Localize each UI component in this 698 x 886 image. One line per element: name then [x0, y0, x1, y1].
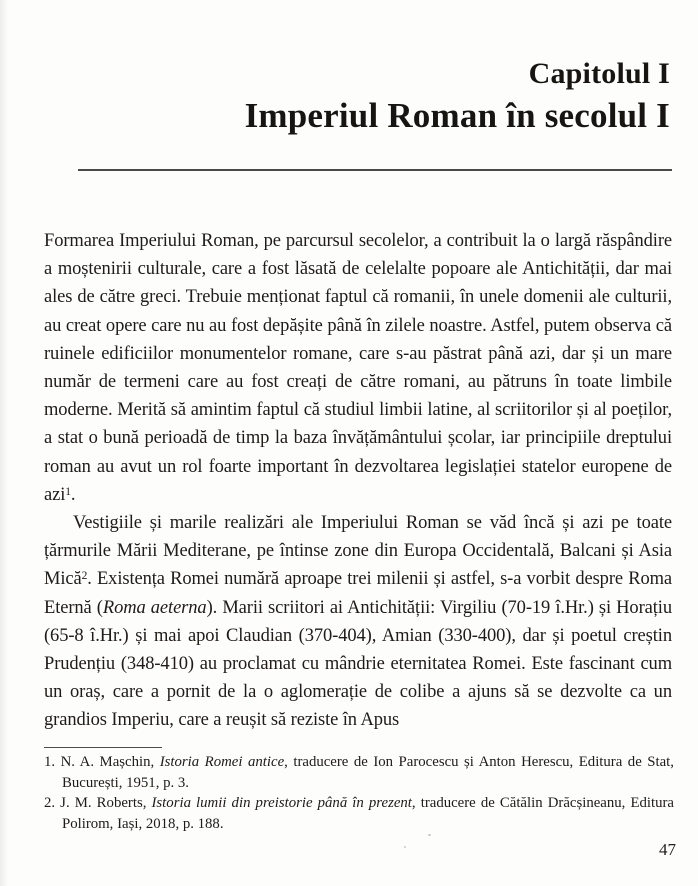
- footnote-list: [44, 752, 674, 834]
- footnote-item: 2. J. M. Roberts, Istoria lumii din preistorie până în prezent, traducere de Cătălin Drăcșineanu, Editura Polirom, Iași, 2018, p. 188.: [44, 795, 674, 832]
- page-number: 47: [659, 840, 676, 859]
- scan-speck: [404, 846, 406, 848]
- chapter-number: Capitolul I: [528, 57, 670, 90]
- footnote-item: 1. N. A. Mașchin, Istoria Romei antice, traducere de Ion Parocescu și Anton Herescu, Editura de Stat, București, 1951, p. 3.: [44, 754, 674, 791]
- paragraph: Formarea Imperiului Roman, pe parcursul secolelor, a contribuit la o largă răspândire a moștenirii culturale, care a fost lăsată de celelalte popoare ale Antichității, dar mai ales de către greci. Trebuie menționat faptul că romanii, în unele domenii ale culturii, au creat opere care nu au fost depășite până în zilele noastre. Astfel, putem observa că ruinele edificiilor monumentelor romane, care s-au păstrat până azi, dar și un mare număr de termeni care au fost creați de către romani, au pătruns în toate limbile moderne. Merită să amintim faptul că studiul limbii latine, al scriitorilor și al poeților, a stat o bună perioadă de timp la baza învățământului școlar, iar principiile dreptului roman au avut un rol foarte important în dezvoltarea legislației statelor europene de azi$^1$.: [44, 231, 672, 505]
- body-text: [44, 227, 672, 735]
- paragraph: Vestigiile și marile realizări ale Imperiului Roman se văd încă și azi pe toate țărmurile Mării Mediterane, pe întinse zone din Europa Occidentală, Balcani și Asia Mică$^2$. Existența Romei numără aproape trei milenii și astfel, s-a vorbit despre Roma Eternă (Roma aeterna). Marii scriitori ai Antichității: Virgiliu (70-19 î.Hr.) și Horațiu (65-8 î.Hr.) și mai apoi Claudian (370-404), Amian (330-400), dar și poetul creștin Prudențiu (348-410) au proclamat cu mândrie eternitatea Romei. Este fascinant cum un oraș, care a pornit de la o aglomerație de colibe a ajuns să se dezvolte ca un grandios Imperiu, care a reușit să reziste în Apus: [44, 513, 672, 731]
- chapter-header: [40, 54, 670, 138]
- footnote-divider: [44, 747, 162, 748]
- title-divider: [78, 169, 672, 171]
- chapter-title: Imperiul Roman în secolul I: [244, 96, 670, 135]
